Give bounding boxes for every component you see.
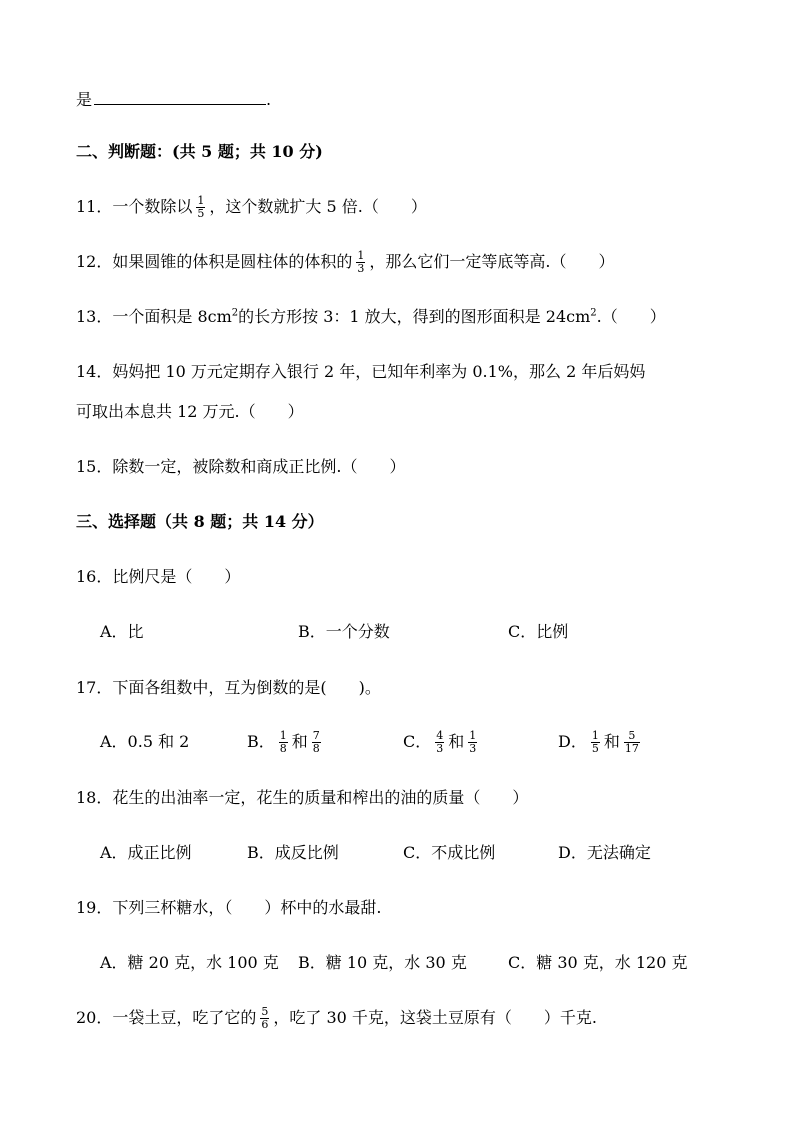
frac-den: 6	[261, 1018, 269, 1031]
question-16: 16．比例尺是（ ）	[76, 567, 241, 586]
q19-option-a[interactable]: A．糖 20 克，水 100 克	[100, 953, 279, 972]
q20-rest: ，吃了 30 千克，这袋土豆原有（ ）千克.	[273, 1008, 597, 1027]
q16-option-b[interactable]: B．一个分数	[298, 622, 390, 641]
question-14-line1: 14．妈妈把 10 万元定期存入银行 2 年，已知年利率为 0.1%，那么 2 年后妈妈	[76, 362, 646, 381]
q17-option-d[interactable]	[558, 730, 644, 755]
q13-sup2: 2	[590, 307, 597, 319]
option-label: D．	[558, 732, 587, 751]
frac-den: 17	[624, 742, 639, 755]
frac-num: 1	[357, 249, 365, 262]
q11-rest: ，这个数就扩大 5 倍.（ ）	[209, 197, 427, 216]
frac-num: 5	[261, 1005, 269, 1018]
question-20	[76, 1006, 597, 1031]
q11-stem: 11．一个数除以	[76, 197, 193, 216]
frac-den: 8	[279, 742, 287, 755]
fraction	[312, 730, 321, 755]
q16-option-a[interactable]: A．比	[100, 622, 144, 641]
q13-mid: 的长方形按 3：1 放大，得到的图形面积是 24cm	[238, 307, 591, 326]
fraction	[591, 730, 600, 755]
section3-heading: 三、选择题（共 8 题；共 14 分）	[76, 512, 324, 531]
frac-den: 3	[469, 742, 477, 755]
q10-tail-text: 是	[76, 90, 93, 109]
question-13	[76, 305, 666, 329]
fraction	[435, 730, 444, 755]
question-17: 17．下面各组数中，互为倒数的是( )。	[76, 678, 381, 697]
frac-num: 1	[469, 729, 477, 742]
q12-rest: ，那么它们一定等底等高.（ ）	[369, 252, 615, 271]
answer-blank[interactable]	[94, 86, 266, 105]
q13-stem: 13．一个面积是 8cm	[76, 307, 232, 326]
question-19: 19．下列三杯糖水，（ ）杯中的水最甜.	[76, 898, 382, 917]
q20-fraction	[260, 1006, 269, 1031]
fraction	[468, 730, 477, 755]
q19-option-b[interactable]: B．糖 10 克，水 30 克	[298, 953, 467, 972]
fraction	[279, 730, 288, 755]
option-label: B．	[247, 732, 275, 751]
question-12	[76, 250, 614, 275]
q17-option-c[interactable]	[403, 730, 481, 755]
fraction	[624, 730, 640, 755]
q18-option-b[interactable]: B．成反比例	[247, 843, 339, 862]
q20-stem: 20．一袋土豆，吃了它的	[76, 1008, 257, 1027]
q18-option-c[interactable]: C．不成比例	[403, 843, 496, 862]
q17-option-a[interactable]: A．0.5 和 2	[100, 732, 190, 751]
frac-den: 8	[312, 742, 320, 755]
q18-option-d[interactable]: D．无法确定	[558, 843, 651, 862]
q18-option-a[interactable]: A．成正比例	[100, 843, 192, 862]
q10-tail	[76, 86, 271, 112]
section2-heading: 二、判断题：(共 5 题；共 10 分)	[76, 142, 323, 161]
q12-fraction	[356, 250, 365, 275]
q13-sup1: 2	[231, 307, 239, 319]
frac-num: 7	[312, 729, 320, 742]
and-word: 和	[291, 732, 308, 751]
q10-tail-punct: .	[266, 90, 272, 109]
frac-den: 3	[357, 262, 365, 275]
q13-rest: .（ ）	[596, 307, 666, 326]
frac-num: 1	[279, 729, 287, 742]
frac-den: 5	[197, 207, 205, 220]
question-15: 15．除数一定，被除数和商成正比例.（ ）	[76, 457, 406, 476]
question-11	[76, 195, 427, 220]
q17-option-b[interactable]	[247, 730, 325, 755]
question-18: 18．花生的出油率一定，花生的质量和榨出的油的质量（ ）	[76, 788, 529, 807]
frac-num: 1	[197, 194, 205, 207]
q19-option-c[interactable]: C．糖 30 克，水 120 克	[508, 953, 688, 972]
frac-den: 5	[591, 742, 599, 755]
frac-num: 1	[591, 729, 599, 742]
frac-den: 3	[436, 742, 444, 755]
q16-option-c[interactable]: C．比例	[508, 622, 569, 641]
and-word: 和	[448, 732, 465, 751]
frac-num: 4	[436, 729, 444, 742]
frac-num: 5	[628, 729, 636, 742]
question-14-line2: 可取出本息共 12 万元.（ ）	[76, 402, 304, 421]
q12-stem: 12．如果圆锥的体积是圆柱体的体积的	[76, 252, 353, 271]
and-word: 和	[603, 732, 620, 751]
option-label: C．	[403, 732, 432, 751]
q11-fraction	[196, 195, 205, 220]
